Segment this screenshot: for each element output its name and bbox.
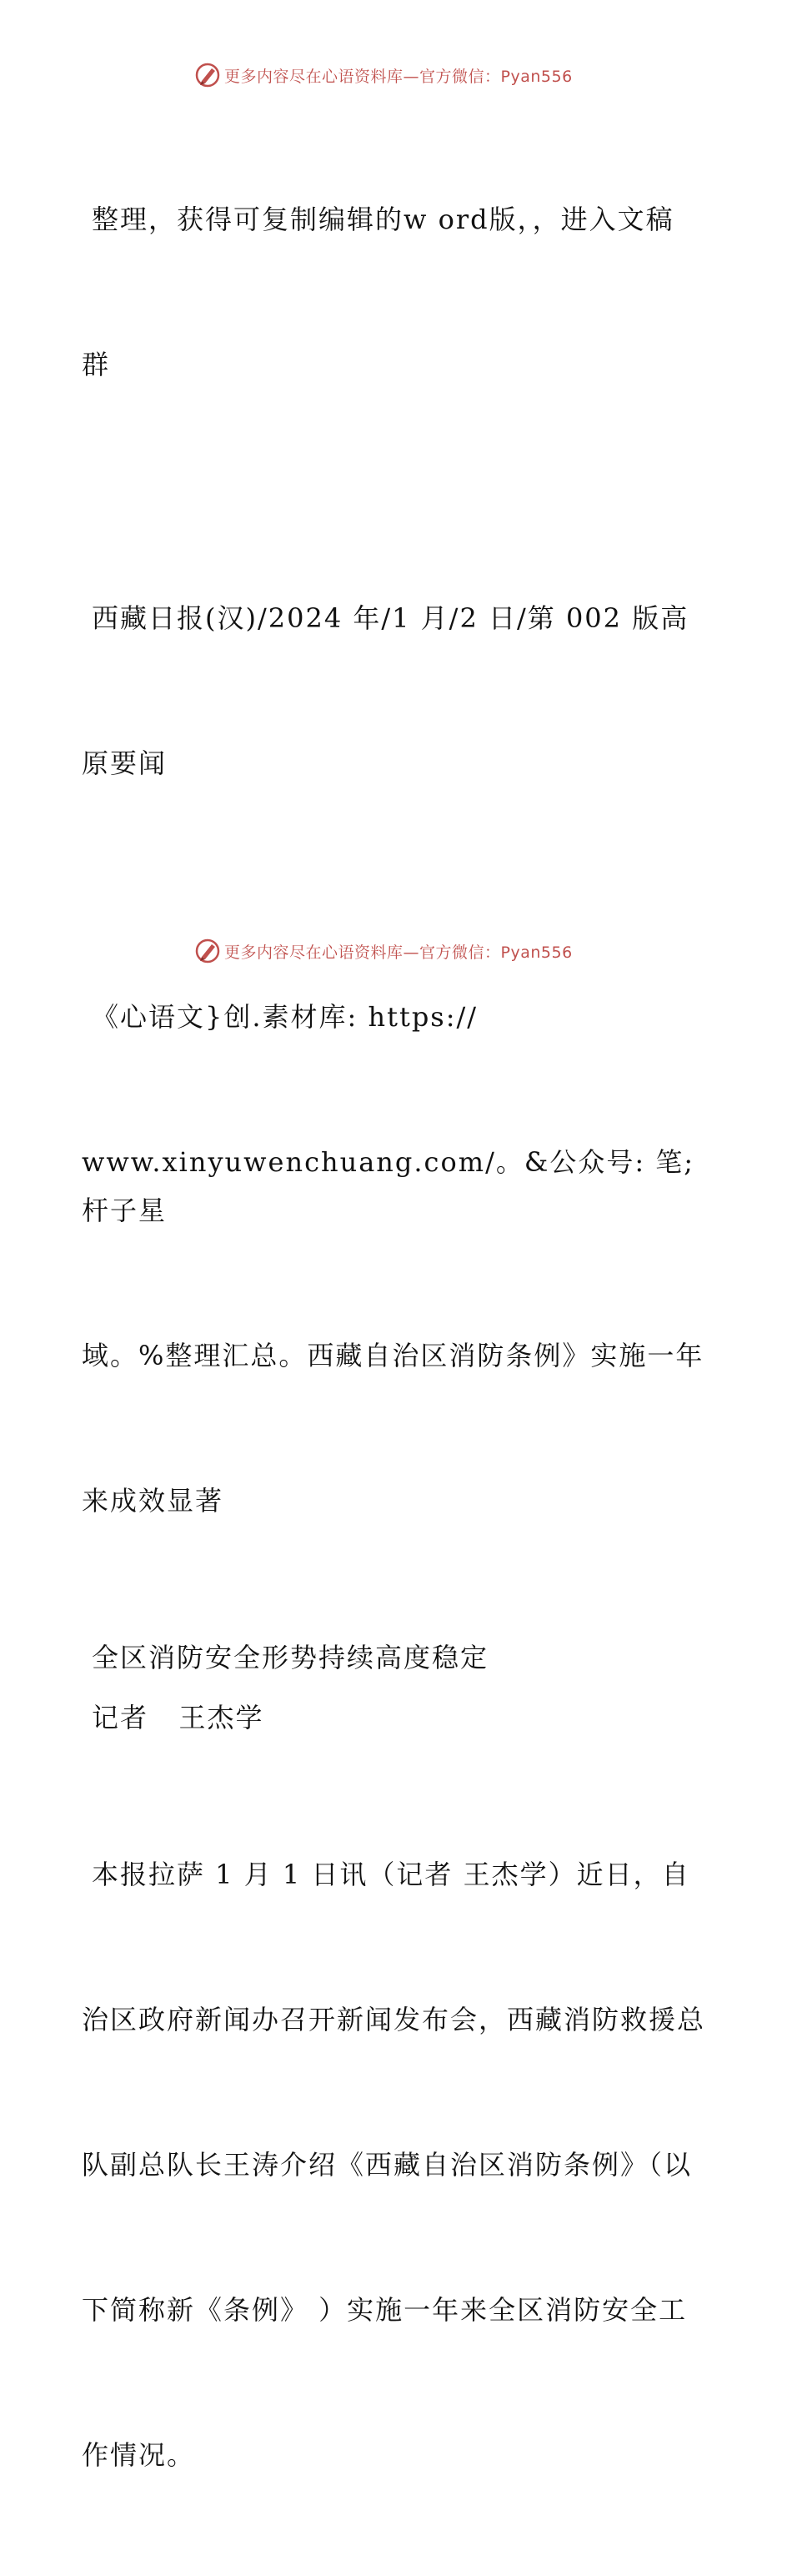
document-body: [82, 98, 715, 2576]
byline: 记者 王杰学: [92, 1702, 264, 1733]
text-line: 原要闻: [82, 747, 168, 779]
paragraph-intro: [82, 98, 715, 486]
paragraph-body: [82, 1753, 715, 2576]
paragraph-headline: [82, 896, 715, 1622]
watermark-text: 更多内容尽在心语资料库—官方微信：Pyan556: [224, 943, 573, 962]
watermark-text: 更多内容尽在心语资料库—官方微信：Pyan556: [224, 67, 573, 86]
text-line: www.xinyuwenchuang.com/。&公众号: 笔;杆子星: [82, 1146, 695, 1226]
text-line: 《心语文}创.素材库: https://: [92, 1001, 479, 1033]
text-line: 治区政府新闻办召开新闻发布会，西藏消防救援总: [82, 2004, 706, 2035]
text-line: 下简称新《条例》 ）实施一年来全区消防安全工: [82, 2294, 688, 2326]
text-line: 本报拉萨 1 月 1 日讯（记者 王杰学）近日，自: [92, 1859, 690, 1890]
subtitle: 全区消防安全形势持续高度稳定: [92, 1642, 489, 1673]
text-line: 西藏日报(汉)/2024 年/1 月/2 日/第 002 版高: [92, 602, 689, 634]
pen-logo-icon: [194, 938, 221, 964]
text-line: 作情况。: [82, 2439, 196, 2471]
text-line: 整理，获得可复制编辑的w ord版，，进入文稿: [92, 204, 674, 235]
text-line: 来成效显著: [82, 1485, 224, 1517]
text-line: 队副总队长王涛介绍《西藏自治区消防条例》（以: [82, 2149, 693, 2181]
pen-logo-icon: [194, 62, 221, 88]
text-line: 群: [82, 349, 111, 380]
text-line: 域。%整理汇总。西藏自治区消防条例》实施一年: [82, 1340, 704, 1371]
paragraph-source: [82, 497, 715, 884]
watermark-banner-top: [0, 58, 792, 92]
watermark-banner-bottom: [0, 934, 792, 968]
